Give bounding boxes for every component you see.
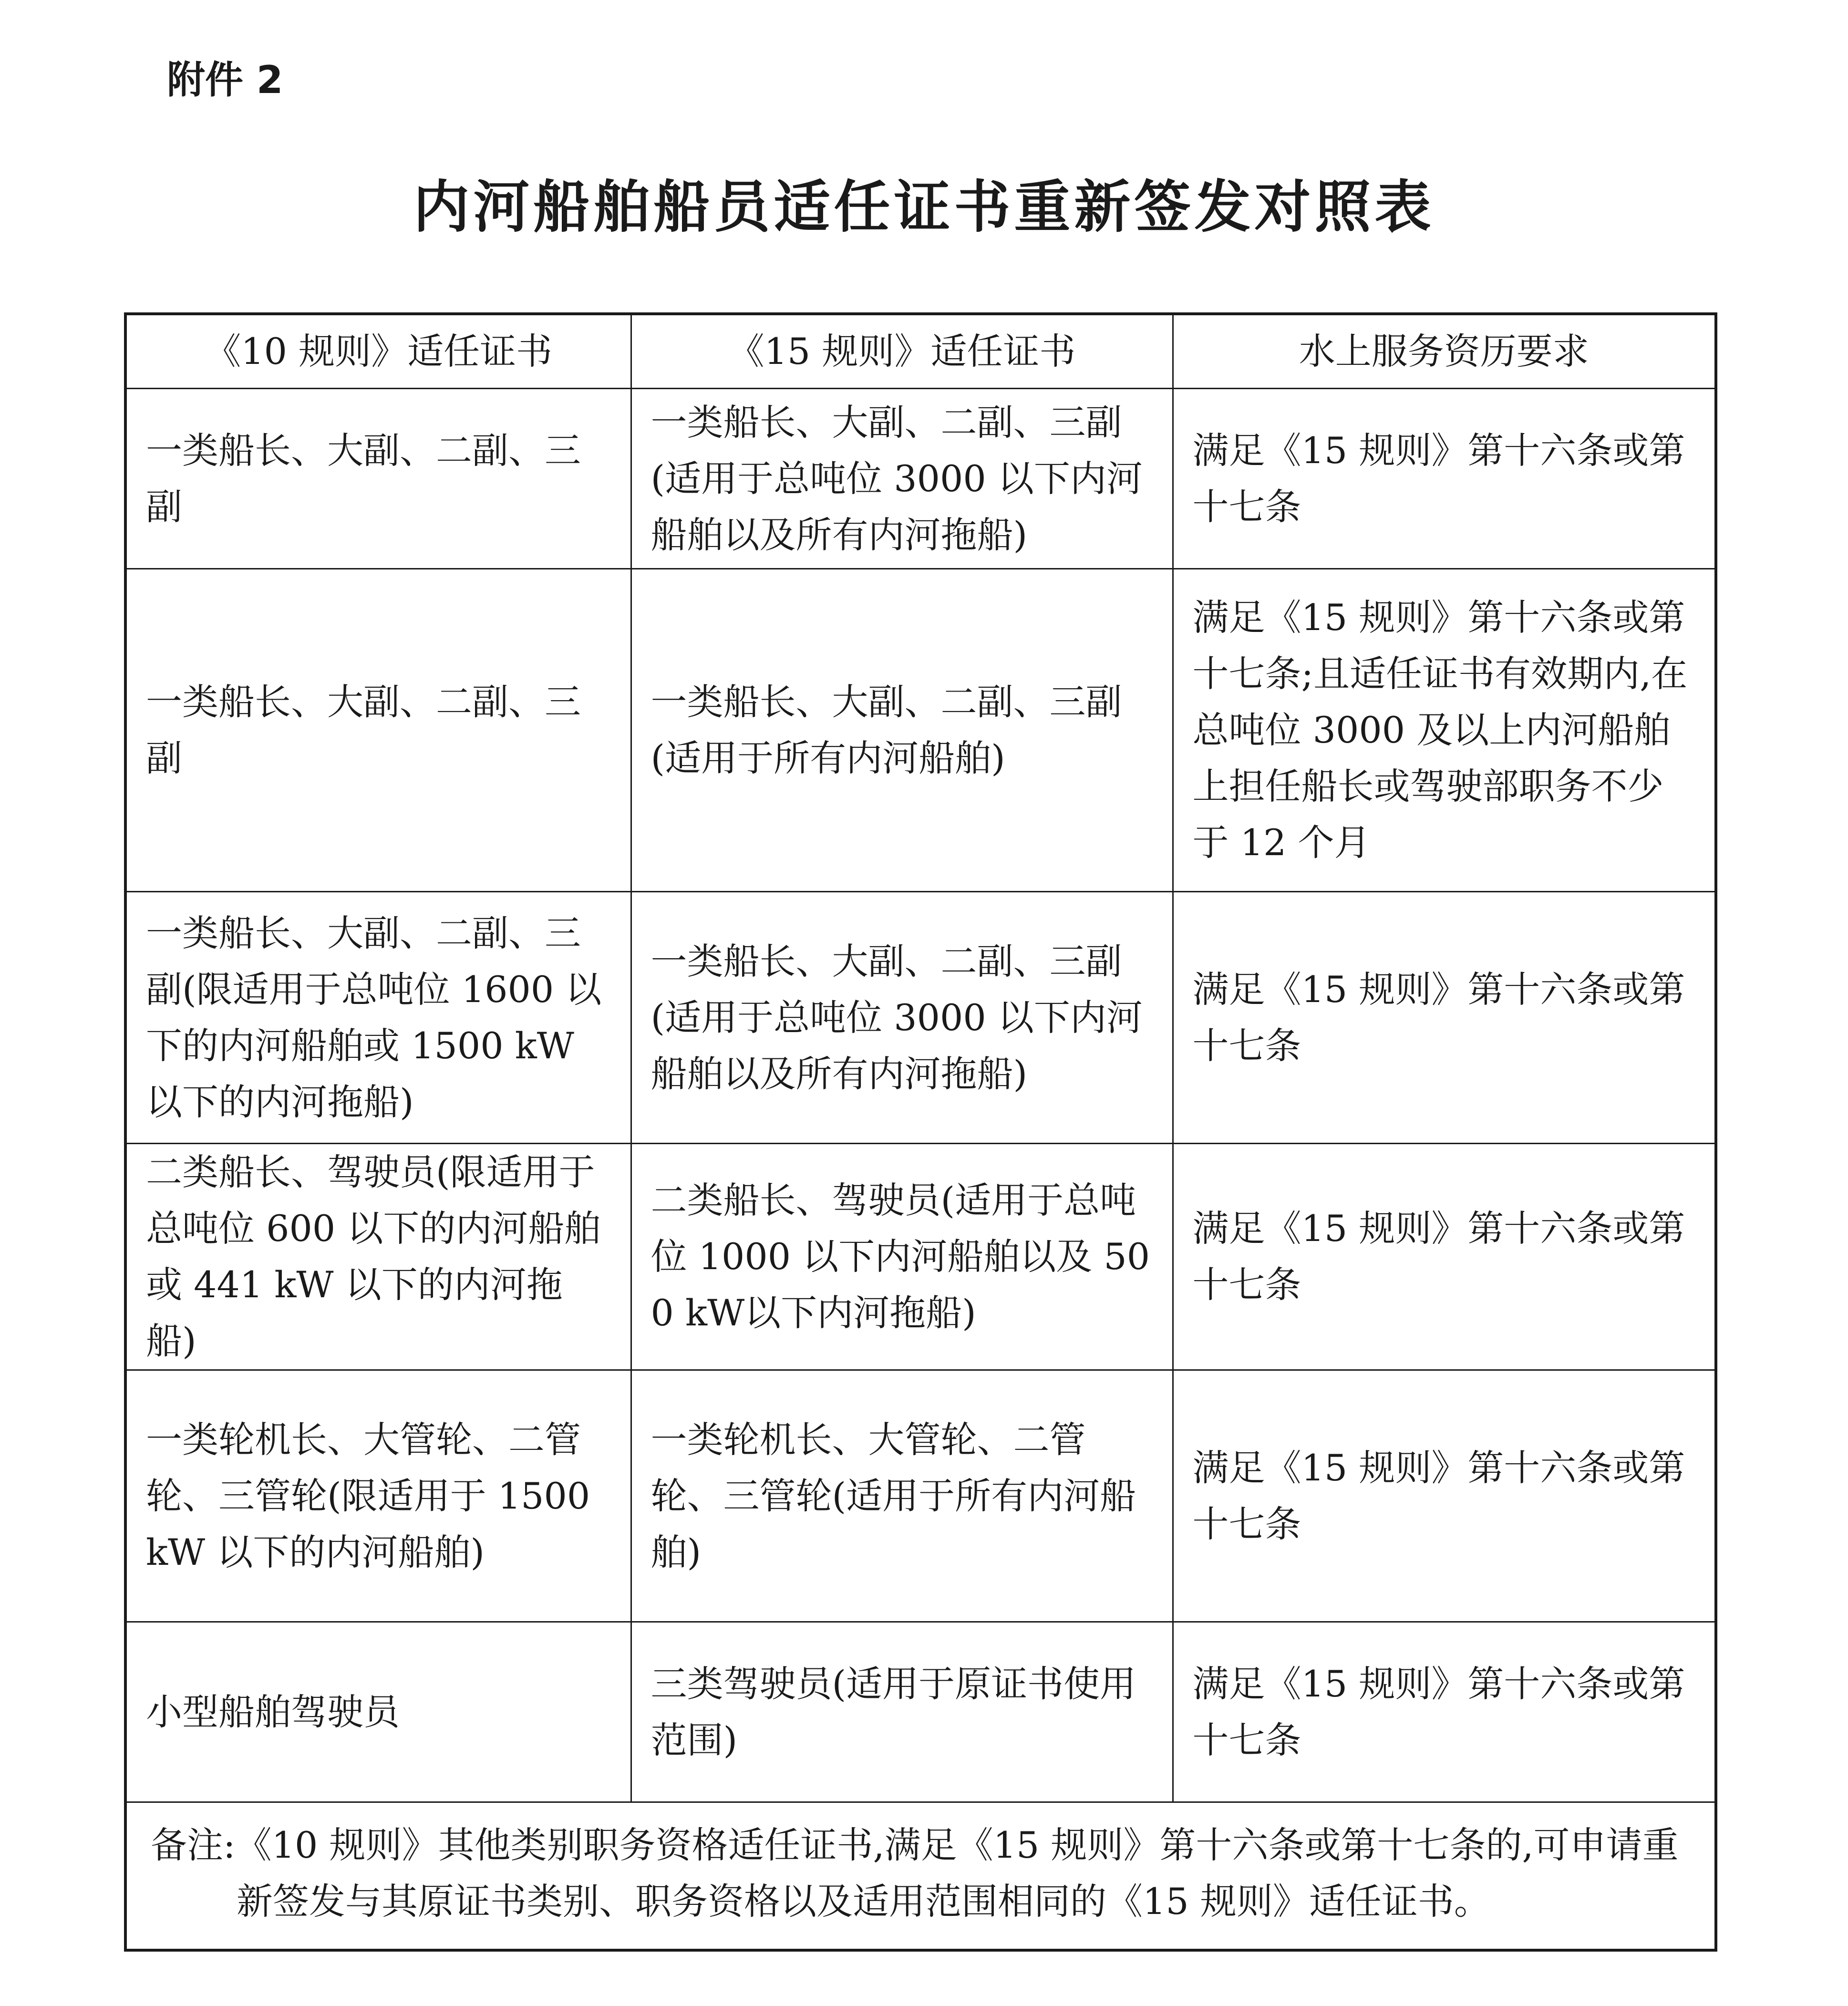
cell-old-certificate: 二类船长、驾驶员(限适用于总吨位 600 以下的内河船舶或 441 kW 以下的内河拖船) [125,1144,631,1370]
cell-old-certificate: 一类船长、大副、二副、三副 [125,569,631,892]
cell-new-certificate: 一类船长、大副、二副、三副(适用于总吨位 3000 以下内河船舶以及所有内河拖船) [631,892,1173,1144]
cell-service-requirement: 满足《15 规则》第十六条或第十七条 [1173,1144,1716,1370]
cell-old-certificate: 一类轮机长、大管轮、二管轮、三管轮(限适用于 1500 kW 以下的内河船舶) [125,1370,631,1622]
table-row [125,389,1716,569]
cell-service-requirement: 满足《15 规则》第十六条或第十七条 [1173,1370,1716,1622]
header-old-certificate: 《10 规则》适任证书 [125,314,631,389]
cell-service-requirement: 满足《15 规则》第十六条或第十七条 [1173,389,1716,569]
cell-new-certificate: 三类驾驶员(适用于原证书使用范围) [631,1622,1173,1802]
header-service-requirement: 水上服务资历要求 [1173,314,1716,389]
comparison-table [124,312,1717,1952]
cell-new-certificate: 一类轮机长、大管轮、二管轮、三管轮(适用于所有内河船舶) [631,1370,1173,1622]
cell-service-requirement: 满足《15 规则》第十六条或第十七条 [1173,892,1716,1144]
attachment-label: 附件 2 [167,58,283,102]
table-row [125,1622,1716,1802]
table-row [125,1144,1716,1370]
table-note-row [125,1802,1716,1951]
table-row [125,1370,1716,1622]
cell-old-certificate: 一类船长、大副、二副、三副(限适用于总吨位 1600 以下的内河船舶或 1500 kW 以下的内河拖船) [125,892,631,1144]
cell-service-requirement: 满足《15 规则》第十六条或第十七条;且适任证书有效期内,在总吨位 3000 及以上内河船舶上担任船长或驾驶部职务不少于 12 个月 [1173,569,1716,892]
table-row [125,892,1716,1144]
cell-old-certificate: 小型船舶驾驶员 [125,1622,631,1802]
cell-new-certificate: 一类船长、大副、二副、三副(适用于总吨位 3000 以下内河船舶以及所有内河拖船) [631,389,1173,569]
table-header-row [125,314,1716,389]
table-note: 备注:《10 规则》其他类别职务资格适任证书,满足《15 规则》第十六条或第十七条的,可申请重新签发与其原证书类别、职务资格以及适用范围相同的《15 规则》适任证书。 [151,1824,1679,1923]
cell-old-certificate: 一类船长、大副、二副、三副 [125,389,631,569]
cell-new-certificate: 一类船长、大副、二副、三副(适用于所有内河船舶) [631,569,1173,892]
table-note-cell [125,1802,1716,1951]
cell-new-certificate: 二类船长、驾驶员(适用于总吨位 1000 以下内河船舶以及 500 kW以下内河拖船) [631,1144,1173,1370]
page-title: 内河船舶船员适任证书重新签发对照表 [413,174,1435,240]
cell-service-requirement: 满足《15 规则》第十六条或第十七条 [1173,1622,1716,1802]
header-new-certificate: 《15 规则》适任证书 [631,314,1173,389]
table-row [125,569,1716,892]
